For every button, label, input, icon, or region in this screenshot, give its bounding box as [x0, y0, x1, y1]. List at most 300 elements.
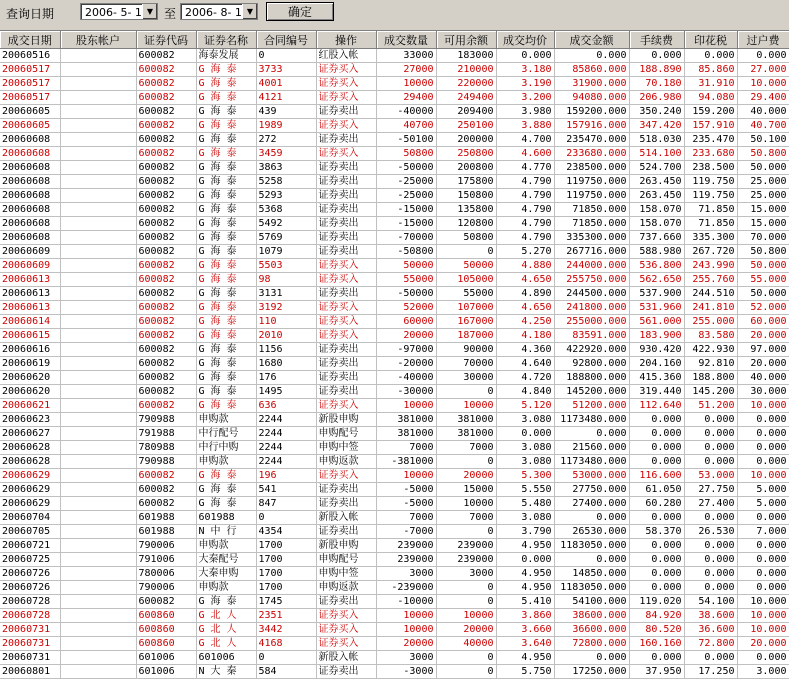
- table-row[interactable]: [0, 245, 789, 259]
- table-cell: 94080.000: [554, 91, 629, 105]
- query-date-label: 查询日期: [6, 7, 55, 21]
- table-cell: 239000: [376, 539, 436, 553]
- column-header[interactable]: 成交均价: [496, 31, 554, 49]
- table-row[interactable]: [0, 161, 789, 175]
- table-cell: 20000: [376, 637, 436, 651]
- table-cell: 790988: [136, 455, 196, 469]
- column-header[interactable]: 过户费: [737, 31, 789, 49]
- table-cell: 4.360: [496, 343, 554, 357]
- start-date-picker[interactable]: [80, 3, 158, 20]
- table-cell: 7000: [376, 511, 436, 525]
- table-cell: 347.420: [629, 119, 684, 133]
- table-cell: 申购配号: [316, 427, 376, 441]
- table-row[interactable]: [0, 385, 789, 399]
- table-cell: 536.800: [629, 259, 684, 273]
- table-cell: G 海 泰: [196, 63, 256, 77]
- table-cell: 20060608: [0, 217, 60, 231]
- table-cell: 证券卖出: [316, 525, 376, 539]
- table-cell: [60, 189, 136, 203]
- table-cell: 381000: [436, 413, 496, 427]
- table-cell: 249400: [436, 91, 496, 105]
- table-cell: 3.640: [496, 637, 554, 651]
- table-row[interactable]: [0, 147, 789, 161]
- chevron-down-icon[interactable]: ▼: [242, 4, 257, 19]
- table-cell: 10000: [376, 609, 436, 623]
- table-cell: 5503: [256, 259, 316, 273]
- table-cell: 20060613: [0, 273, 60, 287]
- table-cell: 20060721: [0, 539, 60, 553]
- table-cell: 新股入帐: [316, 511, 376, 525]
- table-cell: [60, 553, 136, 567]
- table-row[interactable]: [0, 105, 789, 119]
- query-toolbar: [0, 0, 789, 24]
- table-cell: 1183050.000: [554, 539, 629, 553]
- table-cell: 1173480.000: [554, 455, 629, 469]
- table-cell: 0.000: [496, 49, 554, 63]
- table-cell: 255000.000: [554, 315, 629, 329]
- table-cell: 20060731: [0, 651, 60, 665]
- table-cell: 241.810: [684, 301, 737, 315]
- column-header[interactable]: 成交日期: [0, 31, 60, 49]
- table-row[interactable]: [0, 623, 789, 637]
- table-row[interactable]: [0, 133, 789, 147]
- table-cell: 0.000: [737, 539, 789, 553]
- table-cell: -15000: [376, 217, 436, 231]
- table-cell: 2351: [256, 609, 316, 623]
- table-cell: 20000: [436, 623, 496, 637]
- table-cell: 267716.000: [554, 245, 629, 259]
- table-cell: 600082: [136, 357, 196, 371]
- table-cell: 243.990: [684, 259, 737, 273]
- table-cell: [60, 567, 136, 581]
- table-cell: 4.250: [496, 315, 554, 329]
- table-cell: 241800.000: [554, 301, 629, 315]
- table-cell: 申购中签: [316, 441, 376, 455]
- table-cell: 55000: [436, 287, 496, 301]
- table-cell: 申购款: [196, 581, 256, 595]
- table-cell: 3.000: [737, 665, 789, 679]
- table-cell: 4.840: [496, 385, 554, 399]
- table-cell: 14850.000: [554, 567, 629, 581]
- table-row[interactable]: [0, 399, 789, 413]
- table-row[interactable]: [0, 455, 789, 469]
- table-cell: 证券卖出: [316, 357, 376, 371]
- table-cell: 申购返款: [316, 581, 376, 595]
- table-cell: 证券买入: [316, 301, 376, 315]
- table-cell: 5492: [256, 217, 316, 231]
- table-cell: 105000: [436, 273, 496, 287]
- table-cell: 大秦配号: [196, 553, 256, 567]
- table-cell: 7.000: [737, 525, 789, 539]
- table-cell: 790006: [136, 539, 196, 553]
- table-cell: 证券买入: [316, 469, 376, 483]
- table-cell: N 大 秦: [196, 665, 256, 679]
- table-row[interactable]: [0, 483, 789, 497]
- table-row[interactable]: [0, 175, 789, 189]
- table-cell: 4.650: [496, 273, 554, 287]
- table-cell: 600082: [136, 595, 196, 609]
- table-cell: 116.600: [629, 469, 684, 483]
- table-cell: 20060608: [0, 189, 60, 203]
- table-row[interactable]: [0, 189, 789, 203]
- confirm-button[interactable]: 确定: [266, 2, 334, 21]
- table-cell: 250100: [436, 119, 496, 133]
- table-cell: 244.510: [684, 287, 737, 301]
- table-row[interactable]: [0, 539, 789, 553]
- table-cell: 239000: [376, 553, 436, 567]
- table-cell: 中行中购: [196, 441, 256, 455]
- table-cell: 238500.000: [554, 161, 629, 175]
- transaction-grid[interactable]: [0, 30, 789, 681]
- table-header: [0, 31, 789, 49]
- column-header[interactable]: 操作: [316, 31, 376, 49]
- table-cell: 209400: [436, 105, 496, 119]
- table-row[interactable]: [0, 315, 789, 329]
- table-cell: -10000: [376, 595, 436, 609]
- column-header[interactable]: 股东帐户: [60, 31, 136, 49]
- column-header[interactable]: 手续费: [629, 31, 684, 49]
- table-cell: 159.200: [684, 105, 737, 119]
- table-cell: 1989: [256, 119, 316, 133]
- table-row[interactable]: [0, 441, 789, 455]
- table-cell: 50.100: [737, 133, 789, 147]
- table-cell: 0.000: [554, 49, 629, 63]
- table-cell: 5.120: [496, 399, 554, 413]
- column-header[interactable]: 可用余额: [436, 31, 496, 49]
- table-cell: 90000: [436, 343, 496, 357]
- table-row[interactable]: [0, 91, 789, 105]
- table-cell: 0.000: [629, 427, 684, 441]
- table-row[interactable]: [0, 525, 789, 539]
- table-cell: 72.800: [684, 637, 737, 651]
- table-cell: 0.000: [496, 553, 554, 567]
- table-row[interactable]: [0, 665, 789, 679]
- table-cell: 188.800: [684, 371, 737, 385]
- table-cell: [60, 385, 136, 399]
- table-row[interactable]: [0, 651, 789, 665]
- table-cell: 55.000: [737, 273, 789, 287]
- table-cell: 0: [436, 595, 496, 609]
- table-cell: 证券买入: [316, 273, 376, 287]
- table-cell: 5.000: [737, 497, 789, 511]
- table-cell: 10000: [376, 469, 436, 483]
- table-row[interactable]: [0, 357, 789, 371]
- table-row[interactable]: [0, 553, 789, 567]
- table-cell: 600082: [136, 133, 196, 147]
- table-cell: G 海 泰: [196, 189, 256, 203]
- table-cell: G 海 泰: [196, 161, 256, 175]
- table-cell: G 海 泰: [196, 91, 256, 105]
- table-cell: 4001: [256, 77, 316, 91]
- table-cell: 4.770: [496, 161, 554, 175]
- table-cell: 847: [256, 497, 316, 511]
- table-row[interactable]: [0, 119, 789, 133]
- table-cell: 50800: [376, 147, 436, 161]
- table-cell: 0.000: [496, 427, 554, 441]
- table-cell: 72800.000: [554, 637, 629, 651]
- table-cell: 150800: [436, 189, 496, 203]
- table-cell: [60, 469, 136, 483]
- table-row[interactable]: [0, 581, 789, 595]
- table-cell: 737.660: [629, 231, 684, 245]
- table-cell: 20060517: [0, 63, 60, 77]
- table-row[interactable]: [0, 259, 789, 273]
- table-cell: 4.720: [496, 371, 554, 385]
- table-row[interactable]: [0, 371, 789, 385]
- table-cell: 53000.000: [554, 469, 629, 483]
- table-cell: 10.000: [737, 77, 789, 91]
- table-cell: 112.640: [629, 399, 684, 413]
- table-cell: 38.600: [684, 609, 737, 623]
- table-cell: 0.000: [629, 651, 684, 665]
- table-cell: [60, 413, 136, 427]
- column-header[interactable]: 合同编号: [256, 31, 316, 49]
- table-cell: 601988: [196, 511, 256, 525]
- table-row[interactable]: [0, 49, 789, 63]
- table-row[interactable]: [0, 497, 789, 511]
- table-cell: 70.180: [629, 77, 684, 91]
- chevron-down-icon[interactable]: ▼: [142, 4, 157, 19]
- table-cell: G 海 泰: [196, 133, 256, 147]
- table-cell: 20060517: [0, 77, 60, 91]
- table-cell: 52.000: [737, 301, 789, 315]
- table-cell: 263.450: [629, 175, 684, 189]
- table-cell: 申购款: [196, 539, 256, 553]
- table-row[interactable]: [0, 469, 789, 483]
- table-row[interactable]: [0, 287, 789, 301]
- column-header[interactable]: 证券代码: [136, 31, 196, 49]
- table-cell: [60, 637, 136, 651]
- table-cell: 7000: [436, 511, 496, 525]
- transaction-table: [0, 31, 789, 679]
- table-cell: 3442: [256, 623, 316, 637]
- table-cell: 158.070: [629, 203, 684, 217]
- table-cell: 17.250: [684, 665, 737, 679]
- column-header[interactable]: 成交数量: [376, 31, 436, 49]
- table-row[interactable]: [0, 413, 789, 427]
- table-cell: 255.000: [684, 315, 737, 329]
- table-cell: 20060609: [0, 259, 60, 273]
- table-cell: 40700: [376, 119, 436, 133]
- table-cell: 0.000: [629, 553, 684, 567]
- table-row[interactable]: [0, 427, 789, 441]
- table-cell: 36.600: [684, 623, 737, 637]
- table-cell: 1745: [256, 595, 316, 609]
- table-cell: 4.640: [496, 357, 554, 371]
- table-row[interactable]: [0, 329, 789, 343]
- table-cell: 50000: [376, 259, 436, 273]
- table-cell: 31900.000: [554, 77, 629, 91]
- table-cell: [60, 77, 136, 91]
- table-cell: 海泰发展: [196, 49, 256, 63]
- table-cell: 5368: [256, 203, 316, 217]
- table-cell: 381000: [376, 427, 436, 441]
- table-cell: G 海 泰: [196, 259, 256, 273]
- table-cell: 518.030: [629, 133, 684, 147]
- table-cell: 157.910: [684, 119, 737, 133]
- table-cell: 1700: [256, 581, 316, 595]
- table-cell: 31.910: [684, 77, 737, 91]
- table-cell: 0.000: [737, 567, 789, 581]
- table-cell: 600082: [136, 343, 196, 357]
- table-cell: 0: [436, 525, 496, 539]
- table-cell: 0.000: [629, 511, 684, 525]
- table-cell: 51.200: [684, 399, 737, 413]
- table-cell: 证券买入: [316, 329, 376, 343]
- table-cell: 3000: [436, 567, 496, 581]
- table-cell: 20060801: [0, 665, 60, 679]
- table-cell: 176: [256, 371, 316, 385]
- table-cell: 120800: [436, 217, 496, 231]
- table-row[interactable]: [0, 63, 789, 77]
- table-cell: [60, 245, 136, 259]
- table-cell: 0: [436, 651, 496, 665]
- table-cell: [60, 371, 136, 385]
- table-cell: 0.000: [737, 441, 789, 455]
- table-cell: 188.890: [629, 63, 684, 77]
- table-row[interactable]: [0, 203, 789, 217]
- table-cell: 98: [256, 273, 316, 287]
- table-cell: 562.650: [629, 273, 684, 287]
- table-cell: 证券卖出: [316, 161, 376, 175]
- table-cell: 证券卖出: [316, 203, 376, 217]
- table-cell: 申购中签: [316, 567, 376, 581]
- table-cell: 238.500: [684, 161, 737, 175]
- table-cell: 524.700: [629, 161, 684, 175]
- table-cell: 187000: [436, 329, 496, 343]
- table-cell: 204.160: [629, 357, 684, 371]
- table-cell: 780988: [136, 441, 196, 455]
- table-cell: G 海 泰: [196, 287, 256, 301]
- table-cell: 1680: [256, 357, 316, 371]
- table-cell: G 海 泰: [196, 371, 256, 385]
- table-row[interactable]: [0, 637, 789, 651]
- table-cell: 5.270: [496, 245, 554, 259]
- table-cell: 350.240: [629, 105, 684, 119]
- table-cell: 证券卖出: [316, 343, 376, 357]
- column-header[interactable]: 证券名称: [196, 31, 256, 49]
- table-cell: 83.580: [684, 329, 737, 343]
- table-cell: G 海 泰: [196, 77, 256, 91]
- table-cell: 1495: [256, 385, 316, 399]
- table-cell: 188800.000: [554, 371, 629, 385]
- table-cell: 证券卖出: [316, 665, 376, 679]
- table-cell: 600082: [136, 77, 196, 91]
- table-cell: 0.000: [684, 581, 737, 595]
- table-cell: 10000: [376, 77, 436, 91]
- column-header[interactable]: 印花税: [684, 31, 737, 49]
- table-cell: 422920.000: [554, 343, 629, 357]
- table-cell: 3.080: [496, 441, 554, 455]
- table-cell: 233680.000: [554, 147, 629, 161]
- end-date-picker[interactable]: [180, 3, 258, 20]
- table-cell: G 海 泰: [196, 483, 256, 497]
- table-cell: 0.000: [737, 553, 789, 567]
- table-row[interactable]: [0, 301, 789, 315]
- table-cell: 20060608: [0, 231, 60, 245]
- table-row[interactable]: [0, 567, 789, 581]
- table-cell: 600082: [136, 497, 196, 511]
- table-cell: 71.850: [684, 203, 737, 217]
- table-cell: 10.000: [737, 469, 789, 483]
- table-cell: 27.400: [684, 497, 737, 511]
- table-cell: G 海 泰: [196, 301, 256, 315]
- table-cell: 3.880: [496, 119, 554, 133]
- table-cell: 601006: [196, 651, 256, 665]
- table-cell: 200000: [436, 133, 496, 147]
- table-row[interactable]: [0, 609, 789, 623]
- table-cell: 5769: [256, 231, 316, 245]
- table-cell: 2244: [256, 413, 316, 427]
- table-cell: 60.280: [629, 497, 684, 511]
- table-row[interactable]: [0, 343, 789, 357]
- table-cell: 3192: [256, 301, 316, 315]
- table-cell: G 海 泰: [196, 119, 256, 133]
- table-cell: -70000: [376, 231, 436, 245]
- table-cell: 20060616: [0, 343, 60, 357]
- table-cell: 119750.000: [554, 189, 629, 203]
- table-cell: 1700: [256, 553, 316, 567]
- table-cell: 3863: [256, 161, 316, 175]
- table-cell: [60, 497, 136, 511]
- table-row[interactable]: [0, 217, 789, 231]
- table-row[interactable]: [0, 273, 789, 287]
- table-row[interactable]: [0, 77, 789, 91]
- table-cell: 1700: [256, 539, 316, 553]
- table-cell: 119750.000: [554, 175, 629, 189]
- table-cell: 0.000: [684, 511, 737, 525]
- column-header[interactable]: 成交金额: [554, 31, 629, 49]
- table-cell: 20.000: [737, 329, 789, 343]
- table-cell: 证券买入: [316, 637, 376, 651]
- table-cell: [60, 217, 136, 231]
- table-cell: 20060731: [0, 623, 60, 637]
- table-cell: 15.000: [737, 217, 789, 231]
- table-cell: 证券卖出: [316, 385, 376, 399]
- table-cell: 92.810: [684, 357, 737, 371]
- table-cell: 20060627: [0, 427, 60, 441]
- table-cell: 申购返款: [316, 455, 376, 469]
- table-cell: 210000: [436, 63, 496, 77]
- table-cell: 10000: [436, 497, 496, 511]
- table-row[interactable]: [0, 595, 789, 609]
- table-cell: 0.000: [684, 413, 737, 427]
- table-cell: 183.900: [629, 329, 684, 343]
- table-row[interactable]: [0, 231, 789, 245]
- table-cell: 36600.000: [554, 623, 629, 637]
- table-cell: 20060705: [0, 525, 60, 539]
- table-cell: 53.000: [684, 469, 737, 483]
- table-cell: 29400: [376, 91, 436, 105]
- table-cell: 50.000: [737, 259, 789, 273]
- table-cell: 600860: [136, 609, 196, 623]
- table-row[interactable]: [0, 511, 789, 525]
- table-cell: G 海 泰: [196, 497, 256, 511]
- table-cell: 0.000: [629, 49, 684, 63]
- table-cell: 证券卖出: [316, 371, 376, 385]
- table-cell: 0.000: [629, 441, 684, 455]
- table-cell: 600082: [136, 91, 196, 105]
- table-cell: 20060615: [0, 329, 60, 343]
- table-cell: 233.680: [684, 147, 737, 161]
- table-cell: 439: [256, 105, 316, 119]
- table-cell: 3.660: [496, 623, 554, 637]
- table-cell: 证券卖出: [316, 483, 376, 497]
- table-cell: G 海 泰: [196, 385, 256, 399]
- table-cell: 4.790: [496, 231, 554, 245]
- table-cell: 4.950: [496, 539, 554, 553]
- table-cell: 20060609: [0, 245, 60, 259]
